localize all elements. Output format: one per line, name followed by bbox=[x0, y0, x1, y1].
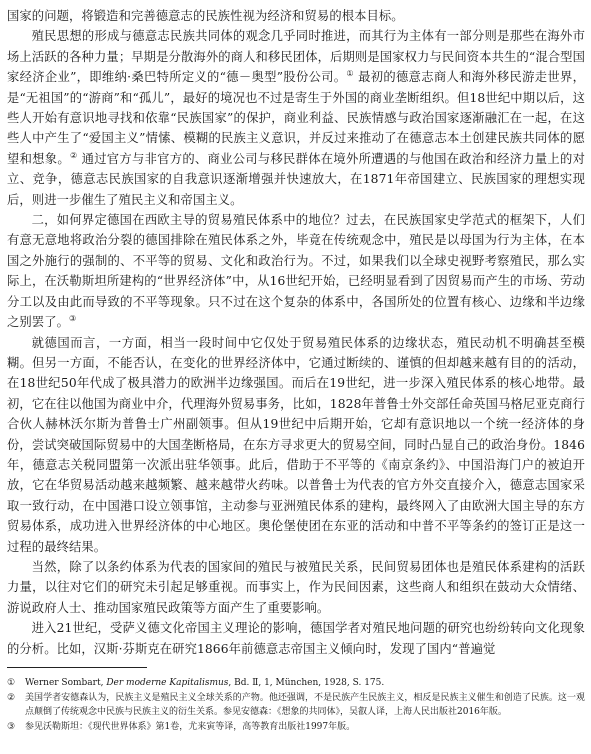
paragraph-private-trade: 当然，除了以条约体系为代表的国家间的殖民与被殖民关系，民间贸易团体也是殖民体系建构的活跃力量，以往对它们的研究未引起足够重视。而事实上，作为民间因素，这些商人和组织在鼓动大众情绪、游说政府人士、推动国家殖民政策等方面产生了重要影响。 bbox=[7, 559, 585, 615]
footnote-text: 参见沃勒斯坦：《现代世界体系》第1卷，尤来寅等译，高等教育出版社1997年版。 bbox=[25, 721, 356, 732]
text-segment: 通过官方与非官方的、商业公司与移民群体在境外所遭遇的与他国在政治和经济力量上的对立、竞争，德意志民族国家的自我意识逐渐增强并快速放大，在1871年帝国建立、民族国家的理想实现后，则进一步催生了殖民主义和帝国主义。 bbox=[7, 151, 585, 207]
text-segment: 最初的德意志商人和海外移民游走世界，是“无祖国”的“游商”和“孤儿”，最好的境况也不过是寄生于外国的商业垄断组织。但18世纪中期以后，这些人开始有意识地寻找和依靠“民族国家”的保护，商业利益、民族情感与政治国家逐渐融汇在一起，在这些人中产生了“爱国主义”情愫、模糊的民族主义意识，并反过来推动了在德意志本土创建民族共同体的愿望和想象。 bbox=[7, 70, 586, 166]
citation-author: Werner Sombart, bbox=[25, 678, 107, 688]
paragraph-colonial-thought bbox=[7, 26, 585, 210]
citation-title: Der moderne Kapitalismus bbox=[106, 678, 229, 688]
text-segment: 二，如何界定德国在西欧主导的贸易殖民体系中的地位？过去，在民族国家史学范式的框架下，人们有意无意地将政治分裂的德国排除在殖民体系之外，毕竟在传统观念中，殖民是以母国为行为主体，在本国之外施行的强制的、不平等的贸易、文化和政治行为。不过，如果我们以全球史视野考察殖民，那么实际上，在沃勒斯坦所建构的“世界经济体”中，从16世纪开始，已经明显看到了因贸易而产生的市场、劳动分工以及由此而导致的不平等现象。只不过在这个复杂的体系中，各国所处的位置有核心、边缘和半边缘之别罢了。 bbox=[7, 213, 585, 330]
footnote-2 bbox=[7, 691, 585, 720]
paragraph-germany-position: 就德国而言，一方面，相当一段时间中它仅处于贸易殖民体系的边缘状态，殖民动机不明确甚至模糊。但另一方面，不能否认，在变化的世界经济体中，它通过断续的、谨慎的但却越来越有目的的活动，在18世纪50年代成了极具潜力的欧洲半边缘强国。而后在19世纪，进一步深入殖民体系的核心地带。最初，它在往以他国为商业中介，代理海外贸易事务，比如，1828年普鲁士外交部任命英国马格尼亚克商行合伙人赫林沃尔斯为普鲁士广州副领事。但从19世纪中后期开始，它却有意识地以一个统一经济体的身份，尝试突破国际贸易中的大国垄断格局，在东方寻求更大的贸易空间，同时凸显自己的政治身份。1846年，德意志关税同盟第一次派出驻华领事。此后，借助于不平等的《南京条约》、中国沿海门户的被迫开放，它在华贸易活动越来越频繁、越来越带火药味。以普鲁士为代表的官方外交直接介入，德意志国家采取一致行动，在中国港口设立领事馆，主动参与亚洲殖民体系的建构，最终网入了由欧洲大国主导的东方贸易体系，成功进入世界经济体的中心地区。奥伦堡使团在东亚的活动和中普不平等条约的签订正是这一过程的最终结果。 bbox=[7, 335, 585, 554]
footnote-ref-2: ② bbox=[69, 150, 78, 160]
footnote-text: 美国学者安德森认为，民族主义是殖民主义全球关系的产物。他还强调，不是民族产生民族主义，相反是民族主义催生和创造了民族。这一观点颠倒了传统观念中民族与民族主义的衍生关系。参见安德森：《想象的共同体》，吴叡人译，上海人民出版社2016年版。 bbox=[25, 692, 585, 717]
footnote-number: ③ bbox=[7, 721, 16, 732]
footnote-text bbox=[25, 676, 585, 691]
footnote-divider bbox=[7, 667, 147, 668]
paragraph-21st-century: 进入21世纪，受萨义德文化帝国主义理论的影响，德国学者对殖民地问题的研究也纷纷转向文化现象的分析。比如，汉斯·芬斯克在研究1866年前德意志帝国主义倾向时，发现了国内“普遍觉 bbox=[7, 621, 585, 656]
footnote-1 bbox=[7, 676, 585, 691]
footnotes bbox=[7, 676, 585, 734]
footnote-number: ① bbox=[7, 678, 16, 688]
text-segment: 殖民思想的形成与德意志民族共同体的观念几乎同时推进，而其行为主体有一部分则是那些在海外市场上活跃的各种力量；早期是分散海外的商人和移民团体，后期则是国家权力与民间资本共生的“混合型国家经济企业”，即维纳·桑巴特所定义的“德－奥型”股份公司。 bbox=[7, 29, 585, 85]
footnote-number: ② bbox=[7, 692, 16, 703]
paragraph-continuation: 国家的问题，将锻造和完善德意志的民族性视为经济和贸易的根本目标。 bbox=[7, 9, 404, 23]
footnote-ref-3: ③ bbox=[69, 314, 77, 323]
footnote-3 bbox=[7, 720, 585, 735]
paragraph-question-two bbox=[7, 210, 585, 332]
main-text bbox=[7, 6, 585, 659]
footnote-ref-1: ① bbox=[346, 69, 354, 79]
citation-details: , Bd. Ⅱ, 1, München, 1928, S. 175. bbox=[228, 678, 385, 688]
